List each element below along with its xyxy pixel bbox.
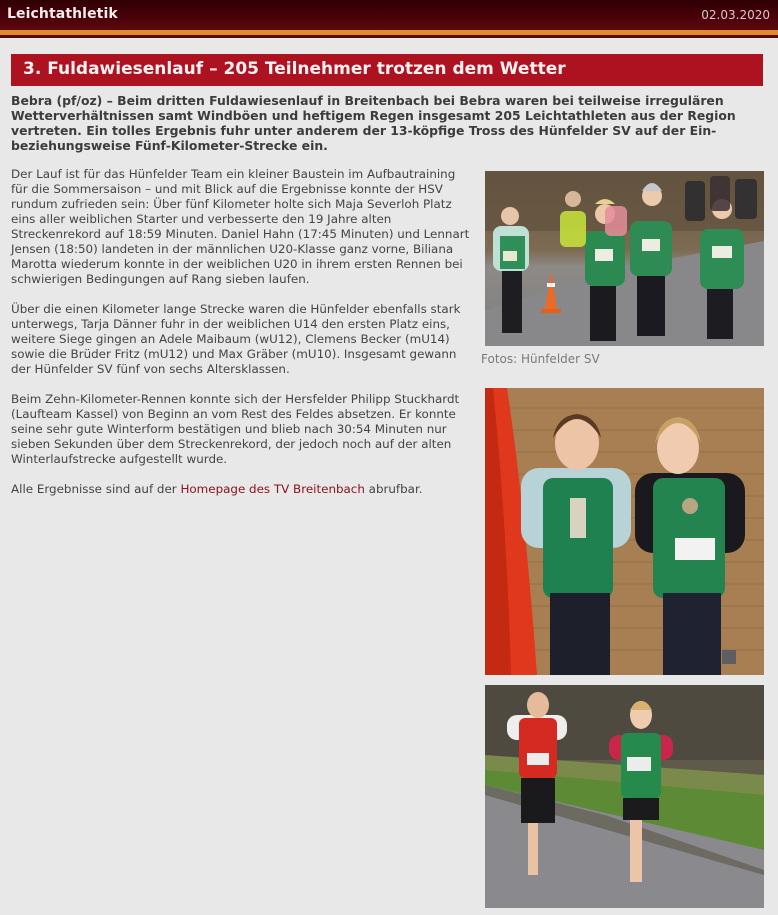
- results-suffix: abrufbar.: [364, 482, 423, 496]
- publish-date: 02.03.2020: [701, 8, 770, 22]
- paragraph: Beim Zehn-Kilometer-Rennen konnte sich der Hersfelder Philipp Stuckhardt (Laufteam Kassel) von Beginn an vom Rest des Feldes absetzen. Er konnte seine sehr gute Winterform bestätigen und blieb nach 30:54 Minuten nur sieben Sekunden über dem Streckenrekord, der jedoch noch auf der alten Winterlaufstrecke aufgestellt wurde.: [11, 392, 460, 466]
- photo-winners-image: [485, 388, 764, 675]
- photo-youth-race[interactable]: [485, 171, 764, 346]
- photo-adult-runners[interactable]: [485, 685, 764, 908]
- section-label[interactable]: Leichtathletik: [7, 6, 118, 22]
- article-title: 3. Fuldawiesenlauf – 205 Teilnehmer trotzen dem Wetter: [23, 59, 566, 79]
- paragraph: Der Lauf ist für das Hünfelder Team ein kleiner Baustein im Aufbautraining für die Sommersaison – und mit Blick auf die Ergebnisse konnte der HSV rundum zufrieden sein: Über fünf Kilometer holte sich Maja Severloh Platz eins aller weiblichen Starter und verbesserte den 19 Jahre alten Streckenrekord auf 18:59 Minuten. Daniel Hahn (17:45 Minuten) und Lennart Jensen (18:50) landeten in der männlichen U20-Klasse ganz vorne, Biliana Marotta wiederum konnte in der weiblichen U20 in ihrem ersten Rennen bei schwierigen Bedingungen auf Rang sieben laufen.: [11, 167, 470, 286]
- photo-caption: Fotos: Hünfelder SV: [481, 352, 600, 366]
- headline-bar: [11, 54, 763, 86]
- photo-winners[interactable]: [485, 388, 764, 675]
- header-divider-dark: [0, 35, 778, 38]
- top-bar: [0, 0, 778, 30]
- article-body: [11, 167, 471, 512]
- results-prefix: Alle Ergebnisse sind auf der: [11, 482, 181, 496]
- photo-adult-runners-image: [485, 685, 764, 908]
- paragraph: Über die einen Kilometer lange Strecke waren die Hünfelder ebenfalls stark unterwegs, Tarja Dänner fuhr in der weiblichen U14 den ersten Platz eins, weitere Siege gingen an Adele Maibaum (wU12), Clemens Becker (mU14) sowie die Brüder Fritz (mU12) und Max Gräber (mU10). Insgesamt gewann der Hünfelder SV fünf von sechs Altersklassen.: [11, 302, 461, 376]
- photo-youth-race-image: [485, 171, 764, 346]
- results-paragraph: [11, 482, 471, 497]
- article-lead: Bebra (pf/oz) – Beim dritten Fuldawiesenlauf in Breitenbach bei Bebra waren bei teilweise irregulären Wetterverhältnissen samt Windböen und heftigem Regen insgesamt 205 Leichtathleten aus der Region vertreten. Ein tolles Ergebnis fuhr unter anderem der 13-köpfige Tross des Hünfelder SV auf der Ein- beziehungsweise Fünf-Kilometer-Strecke ein.: [11, 93, 736, 153]
- results-link[interactable]: Homepage des TV Breitenbach: [180, 482, 365, 496]
